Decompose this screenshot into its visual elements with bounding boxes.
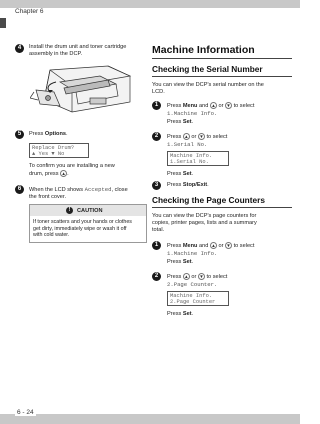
caution-title: CAUTION: [77, 207, 103, 214]
s2-or: or: [189, 133, 198, 140]
counters-step-2: [167, 273, 227, 288]
c1b-post: .: [191, 258, 194, 265]
up-arrow-icon: ▲: [184, 274, 189, 279]
c1-mid: and: [197, 242, 210, 249]
c1-or: or: [216, 242, 226, 249]
s2b-pre: Press: [167, 171, 183, 177]
title-rule: [152, 58, 292, 59]
lcd-replace-drum: [29, 143, 89, 158]
counters-intro-line2: copies, printer pages, lists and a summary: [152, 220, 257, 226]
set-key: Set: [182, 258, 192, 265]
caution-box: [29, 204, 147, 243]
menu-key: Menu: [182, 242, 198, 249]
chapter-label: Chapter 6: [15, 8, 44, 15]
caution-line-1: If toner scatters and your hands or clothes: [33, 219, 132, 225]
counters-step-number-1: 1: [152, 241, 161, 250]
lcd-counter-line-2: 2.Page Counter: [170, 299, 216, 306]
c2-or: or: [189, 273, 198, 280]
caution-line-2: get dirty, immediately wipe or wash it off: [33, 225, 127, 232]
counters-rule: [152, 207, 292, 208]
c2b-post: .: [191, 311, 194, 317]
c2-post: to select: [204, 273, 228, 280]
c1-pre: Press: [167, 242, 183, 249]
serial-step-2b: [167, 171, 193, 178]
s1b-post: .: [191, 118, 194, 125]
step-4-text: [29, 44, 126, 58]
s3-post: .: [207, 182, 209, 188]
options-key: Options: [44, 131, 66, 137]
counters-step-1: [167, 242, 254, 266]
c2b-pre: Press: [167, 311, 183, 317]
serial-step-3: [167, 182, 209, 189]
down-arrow-icon: ▼: [199, 274, 204, 279]
s1-or: or: [216, 102, 226, 109]
step-number-6: 6: [15, 185, 24, 194]
page-number: 6 - 24: [17, 409, 34, 416]
step-6-line2: the front cover.: [29, 194, 67, 200]
set-key: Set: [182, 311, 192, 317]
down-arrow-icon: ▼: [199, 134, 204, 139]
step-5-text: [29, 131, 68, 138]
counters-intro-line1: You can view the DCP's page counters for: [152, 213, 257, 219]
lcd-page-counter: [167, 291, 229, 306]
c1b-pre: Press: [167, 258, 183, 265]
s1-mid: and: [197, 102, 210, 109]
up-arrow-icon: ▲: [184, 134, 189, 139]
step-5-pre: Press: [29, 131, 45, 137]
serial-step-1: [167, 102, 254, 126]
confirm-line-1: To confirm you are installing a new: [29, 163, 115, 169]
down-arrow-icon: ▼: [226, 103, 231, 108]
s1-pre: Press: [167, 102, 183, 109]
lcd-line-2: ▲ Yes ▼ No: [32, 151, 65, 158]
c2-lcd-text: 2.Page Counter.: [167, 280, 218, 288]
header-bar: [0, 0, 300, 8]
up-arrow-icon: ▲: [211, 243, 216, 248]
confirm-line-2-post: .: [67, 170, 69, 177]
set-key: Set: [182, 118, 192, 125]
step-4-line2: assembly in the DCP.: [29, 51, 83, 57]
lcd-counter-line-1: Machine Info.: [170, 292, 213, 299]
down-arrow-icon: ▼: [226, 243, 231, 248]
serial-step-number-2: 2: [152, 132, 161, 141]
stop-exit-key: Stop/Exit: [182, 182, 208, 188]
up-arrow-icon: ▲: [61, 171, 66, 176]
s2b-post: .: [191, 171, 194, 177]
s3-pre: Press: [167, 182, 183, 188]
serial-intro-line1: You can view the DCP's serial number on the: [152, 82, 264, 88]
step-6-pre: When the LCD shows: [29, 187, 85, 193]
c1-post: to select: [232, 242, 255, 249]
lcd-line-1: Replace Drum?: [32, 144, 75, 151]
footer-bar: [0, 414, 300, 424]
step-number-5: 5: [15, 130, 24, 139]
page-title: Machine Information: [152, 44, 255, 56]
caution-line-3: with cold water.: [33, 232, 70, 239]
section-heading-serial: Checking the Serial Number: [152, 64, 263, 74]
serial-step-2: [167, 133, 227, 148]
s2-post: to select: [204, 133, 228, 140]
s2-pre: Press: [167, 133, 183, 140]
step-4-line1: Install the drum unit and toner cartridge: [29, 44, 127, 50]
counters-step-number-2: 2: [152, 272, 161, 281]
s2-lcd-text: 1.Serial No.: [167, 140, 208, 148]
c2-pre: Press: [167, 273, 183, 280]
up-arrow-icon: ▲: [211, 103, 216, 108]
accepted-lcd-text: Accepted: [84, 186, 112, 193]
serial-step-number-1: 1: [152, 101, 161, 110]
step-6-text: [29, 186, 128, 201]
thumb-tab: [0, 18, 6, 28]
s1-lcd-text: 1.Machine Info.: [167, 109, 218, 117]
confirm-line-2: drum, press: [29, 170, 61, 177]
set-key: Set: [182, 171, 192, 177]
section-heading-page-counters: Checking the Page Counters: [152, 195, 265, 205]
step-6-post: , close: [111, 187, 128, 193]
step-5-post: .: [66, 131, 68, 137]
c1-lcd-text: 1.Machine Info.: [167, 249, 218, 257]
menu-key: Menu: [182, 102, 198, 109]
lcd-serial-line-2: 1.Serial No.: [170, 159, 209, 166]
serial-step-number-3: 3: [152, 181, 161, 190]
serial-intro: [152, 82, 290, 96]
counters-intro-line3: total.: [152, 227, 165, 233]
lcd-serial-line-1: Machine Info.: [170, 152, 213, 159]
lcd-serial: [167, 151, 229, 166]
serial-rule: [152, 76, 292, 77]
caution-body: [30, 216, 146, 242]
exclamation-icon: !: [66, 207, 73, 214]
counters-intro: [152, 213, 290, 234]
s1b-pre: Press: [167, 118, 183, 125]
confirm-text: [29, 163, 115, 178]
step-number-4: 4: [15, 44, 24, 53]
serial-intro-line2: LCD.: [152, 89, 165, 95]
drum-install-illustration: [30, 62, 145, 122]
s1-post: to select: [232, 102, 255, 109]
counters-step-2b: [167, 311, 193, 318]
caution-header: [30, 205, 146, 216]
